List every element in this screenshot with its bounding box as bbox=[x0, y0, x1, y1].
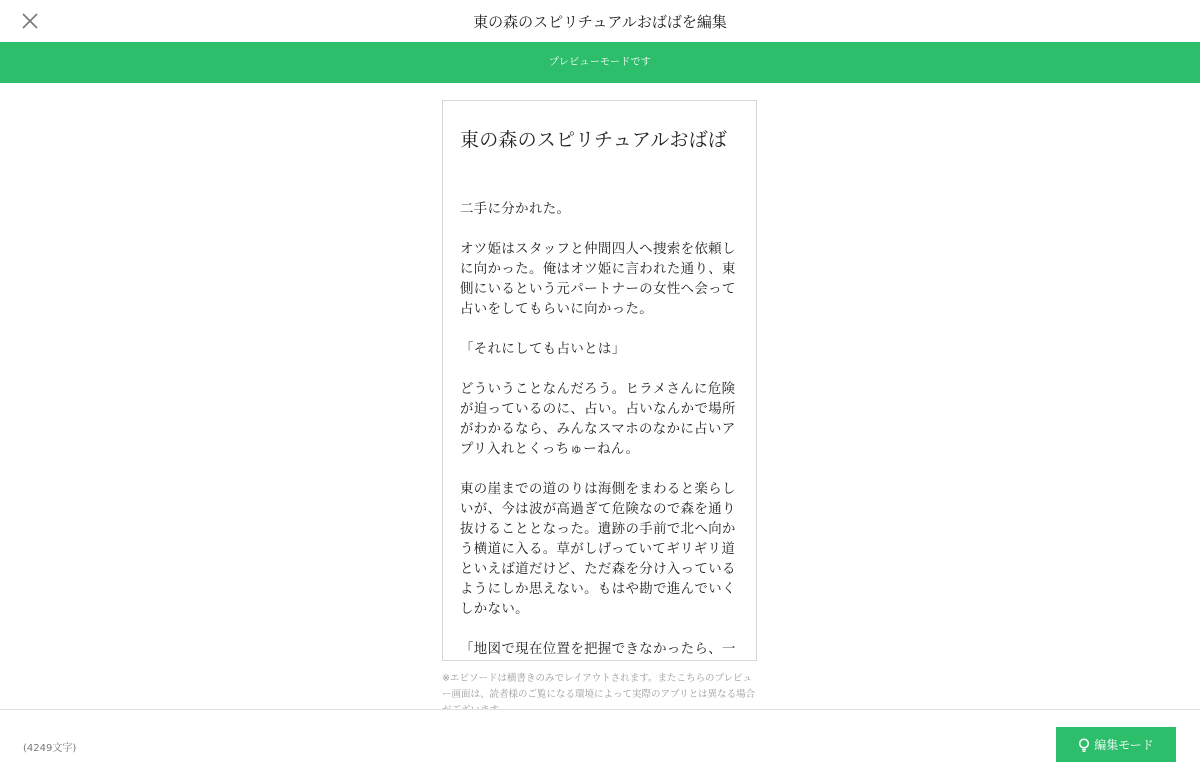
episode-preview-card[interactable] bbox=[442, 100, 757, 661]
bulb-icon bbox=[1078, 738, 1090, 752]
char-count: (4249文字) bbox=[23, 743, 77, 754]
story-paragraph: 「それにしても占いとは」 bbox=[460, 342, 626, 357]
story-paragraph: オツ姫はスタッフと仲間四人へ捜索を依頼しに向かった。俺はオツ姫に言われた通り、東側にいるという元パートナーの女性へ会って占いをしてもらいに向かった。 bbox=[460, 242, 736, 317]
page-title: 東の森のスピリチュアルおばばを編集 bbox=[473, 13, 727, 31]
preview-note: ※エピソードは横書きのみでレイアウトされます。またこちらのプレビュー画面は、読者様のご覧になる環境によって実際のアプリとは異なる場合 bbox=[442, 673, 756, 700]
top-bar bbox=[0, 0, 1200, 42]
story-paragraph: 東の崖までの道のりは海側をまわると楽らしいが、今は波が高過ぎて危険なので森を通り抜けることとなった。遺跡の手前で北へ向かう横道に入る。草がしげっていてギリギリ道といえば道だけど、ただ森を分け入っているようにしか思えない。もはや勘で進んでいくしかない。 bbox=[460, 482, 736, 617]
edit-mode-button[interactable] bbox=[1056, 727, 1176, 762]
bottom-bar bbox=[0, 709, 1200, 780]
preview-mode-banner: プレビューモードです bbox=[0, 42, 1200, 83]
story-title: 東の森のスピリチュアルおばば bbox=[460, 129, 728, 151]
story-paragraph: 二手に分かれた。 bbox=[460, 202, 571, 217]
edit-mode-label: 編集モード bbox=[1094, 738, 1154, 752]
story-paragraph: どういうことなんだろう。ヒラメさんに危険が迫っているのに、占い。占いなんかで場所がわかるなら、みんなスマホのなかに占いアプリ入れとくっちゅーねん。 bbox=[460, 382, 736, 457]
story-paragraph: 「地図で現在位置を把握できなかったら、一 bbox=[460, 642, 736, 657]
